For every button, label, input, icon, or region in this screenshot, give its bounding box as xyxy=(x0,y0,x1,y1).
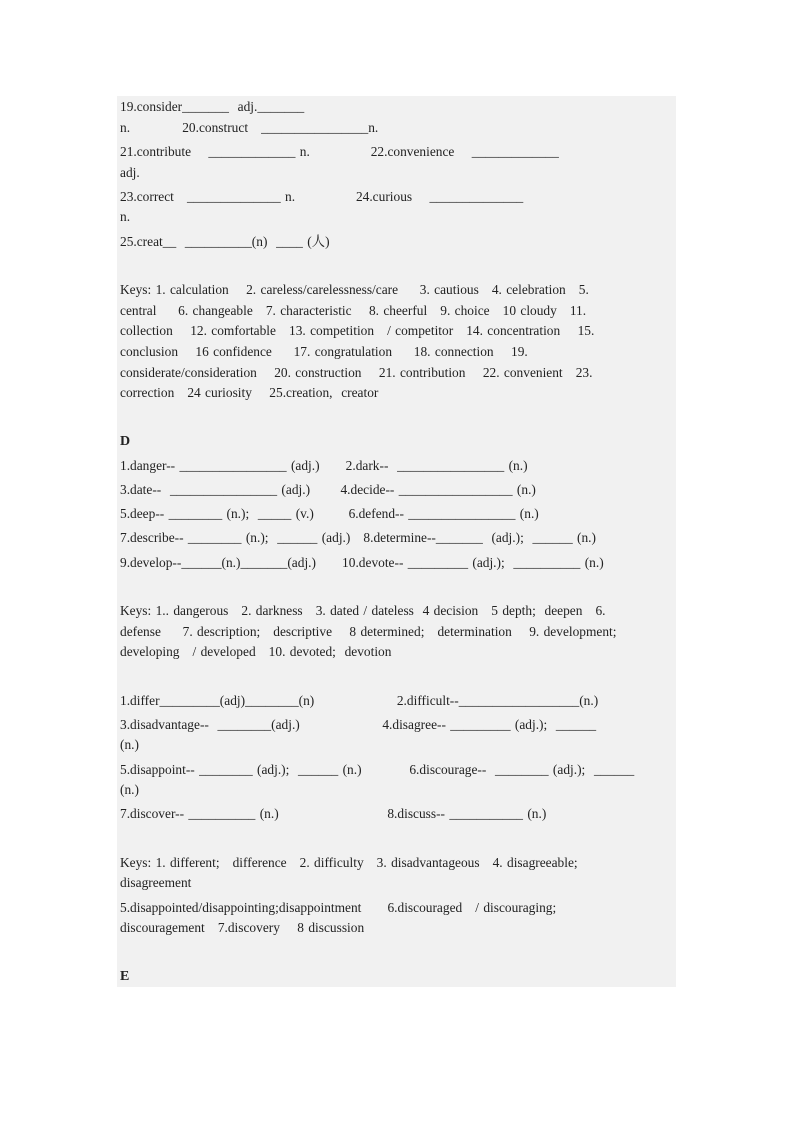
exercise-line: adj. xyxy=(120,164,140,180)
exercise-line: 5.disappoint-- ________ (adj.); ______ (n.) 6.discourage-- ________ (adj.); ______ xyxy=(120,761,635,777)
exercise-line: 1.differ_________(adj)________(n) 2.difficult--__________________(n.) xyxy=(120,692,599,708)
exercise-line: 3.disadvantage-- ________(adj.) 4.disagree-- _________ (adj.); ______ xyxy=(120,716,597,732)
section-d-heading: D xyxy=(120,433,131,449)
answer-key-line: central 6. changeable 7. characteristic 8. cheerful 9. choice 10 cloudy 11. xyxy=(120,302,587,318)
exercise-line: 21.contribute _____________ n. 22.convenience _____________ xyxy=(120,143,559,159)
exercise-line: 7.discover-- __________ (n.) 8.discuss-- ___________ (n.) xyxy=(120,806,547,822)
exercise-line: 23.correct ______________ n. 24.curious ______________ xyxy=(120,188,524,204)
document-body xyxy=(120,97,672,987)
exercise-line: 5.deep-- ________ (n.); _____ (v.) 6.defend-- ________________ (n.) xyxy=(120,506,539,522)
exercise-line: n. 20.construct ________________n. xyxy=(120,119,379,135)
exercise-line: 25.creat__ __________(n) ____ (人) xyxy=(120,233,330,249)
answer-key-line: Keys: 1. calculation 2. careless/carelessness/care 3. cautious 4. celebration 5. xyxy=(120,281,589,297)
answer-key-line: defense 7. description; descriptive 8 determined; determination 9. development; xyxy=(120,623,617,639)
exercise-line: (n.) xyxy=(120,737,139,753)
answer-key-line: developing / developed 10. devoted; devotion xyxy=(120,644,392,660)
exercise-line: 19.consider_______ adj._______ xyxy=(120,99,305,114)
section-d-keys xyxy=(120,601,672,663)
answer-key-line: conclusion 16 confidence 17. congratulation 18. connection 19. xyxy=(120,343,528,359)
answer-key-line: correction 24 curiosity 25.creation, creator xyxy=(120,385,379,401)
exercise-line: 3.date-- ________________ (adj.) 4.decide-- _________________ (n.) xyxy=(120,482,536,497)
section-d2-exercises xyxy=(120,691,672,826)
exercise-line: 9.develop--______(n.)_______(adj.) 10.devote-- _________ (adj.); __________ (n.) xyxy=(120,554,604,570)
exercise-line: 7.describe-- ________ (n.); ______ (adj.) 8.determine--_______ (adj.); ______ (n.) xyxy=(120,530,596,546)
exercise-line: n. xyxy=(120,209,131,225)
answer-key-line: Keys: 1. different; difference 2. difficulty 3. disadvantageous 4. disagreeable; xyxy=(120,854,578,870)
answer-key-line: Keys: 1.. dangerous 2. darkness 3. dated / dateless 4 decision 5 depth; deepen 6. xyxy=(120,602,606,618)
answer-key-line: 5.disappointed/disappointing;disappointment 6.discouraged / discouraging; xyxy=(120,899,557,915)
answer-key-line: collection 12. comfortable 13. competition / competitor 14. concentration 15. xyxy=(120,323,595,339)
section-d-exercises xyxy=(120,456,672,573)
section-c-keys xyxy=(120,280,672,404)
answer-key-line: discouragement 7.discovery 8 discussion xyxy=(120,920,365,936)
answer-key-line: disagreement xyxy=(120,875,192,891)
section-c-exercises xyxy=(120,97,672,252)
exercise-line: (n.) xyxy=(120,782,139,798)
section-d2-keys xyxy=(120,853,672,939)
section-e-heading: E xyxy=(120,968,130,984)
exercise-line: 1.danger-- ________________ (adj.) 2.dark-- ________________ (n.) xyxy=(120,457,528,473)
answer-key-line: considerate/consideration 20. construction 21. contribution 22. convenient 23. xyxy=(120,364,593,380)
